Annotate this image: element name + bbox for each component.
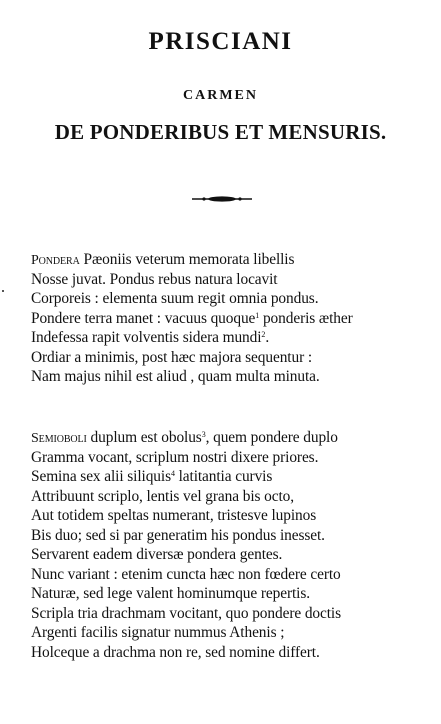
- verse-line: Nam majus nihil est aliud , quam multa minuta.: [31, 368, 320, 385]
- verse-line: [31, 428, 431, 448]
- verse-line: Argenti facilis signatur nummus Athenis ;: [31, 624, 285, 641]
- verse-text: latitantia curvis: [174, 468, 273, 485]
- verse-line: Scripla tria drachmam vocitant, quo pondere doctis: [31, 604, 341, 622]
- verse-line: Corporeis : elementa suum regit omnia pondus.: [31, 290, 319, 307]
- verse-line: [31, 250, 431, 270]
- verse-line: Naturæ, sed lege valent hominumque repertis.: [31, 585, 310, 602]
- verse-line: Attribuunt scriplo, lentis vel grana bis octo,: [31, 487, 294, 505]
- verse-initial-word: Pondera: [31, 253, 80, 268]
- page-subtitle: CARMEN: [183, 88, 258, 103]
- verse-line: Ordiar a minimis, post hæc majora sequentur :: [31, 348, 313, 366]
- footnote-marker: 3: [201, 430, 206, 439]
- verse-text: ponderis æther: [259, 309, 353, 327]
- verse-text: duplum est obolus: [86, 429, 202, 446]
- verse-line: Nunc variant : etenim cuncta hæc non fœdere certo: [31, 565, 341, 583]
- verse-line: Servarent eadem diversæ pondera gentes.: [31, 546, 283, 563]
- verse-text: Pæoniis veterum memorata libellis: [79, 251, 295, 268]
- verse-text: .: [265, 329, 270, 346]
- stanza-2: [31, 428, 431, 662]
- verse-text: , quem pondere duplo: [205, 429, 338, 446]
- page-title: PRISCIANI: [148, 28, 293, 55]
- verse-text: Pondere terra manet : vacuus quoque: [31, 309, 256, 327]
- verse-initial-word: Semioboli: [31, 431, 87, 446]
- page-heading: DE PONDERIBUS ET MENSURIS.: [54, 120, 387, 144]
- margin-mark: [2, 290, 4, 292]
- stanza-1: [31, 250, 431, 387]
- verse-line: Bis duo; sed si par generatim his pondus inesset.: [31, 526, 325, 544]
- verse-line: [31, 467, 431, 487]
- verse-line: Gramma vocant, scriplum nostri dixere priores.: [31, 448, 319, 466]
- verse-line: Nosse juvat. Pondus rebus natura locavit: [31, 270, 278, 288]
- verse-line: [31, 309, 431, 329]
- footnote-marker: 2: [261, 330, 266, 339]
- verse-line: Aut totidem speltas numerant, tristesve lupinos: [31, 507, 317, 524]
- verse-line: [31, 328, 431, 348]
- verse-line: Holceque a drachma non re, sed nomine differt.: [31, 643, 320, 661]
- verse-text: Semina sex alii siliquis: [31, 468, 171, 485]
- verse-text: Indefessa rapit volventis sidera mundi: [31, 329, 262, 346]
- footnote-marker: 4: [170, 469, 175, 478]
- footnote-marker: 1: [255, 310, 260, 320]
- ornament-divider: [190, 194, 254, 204]
